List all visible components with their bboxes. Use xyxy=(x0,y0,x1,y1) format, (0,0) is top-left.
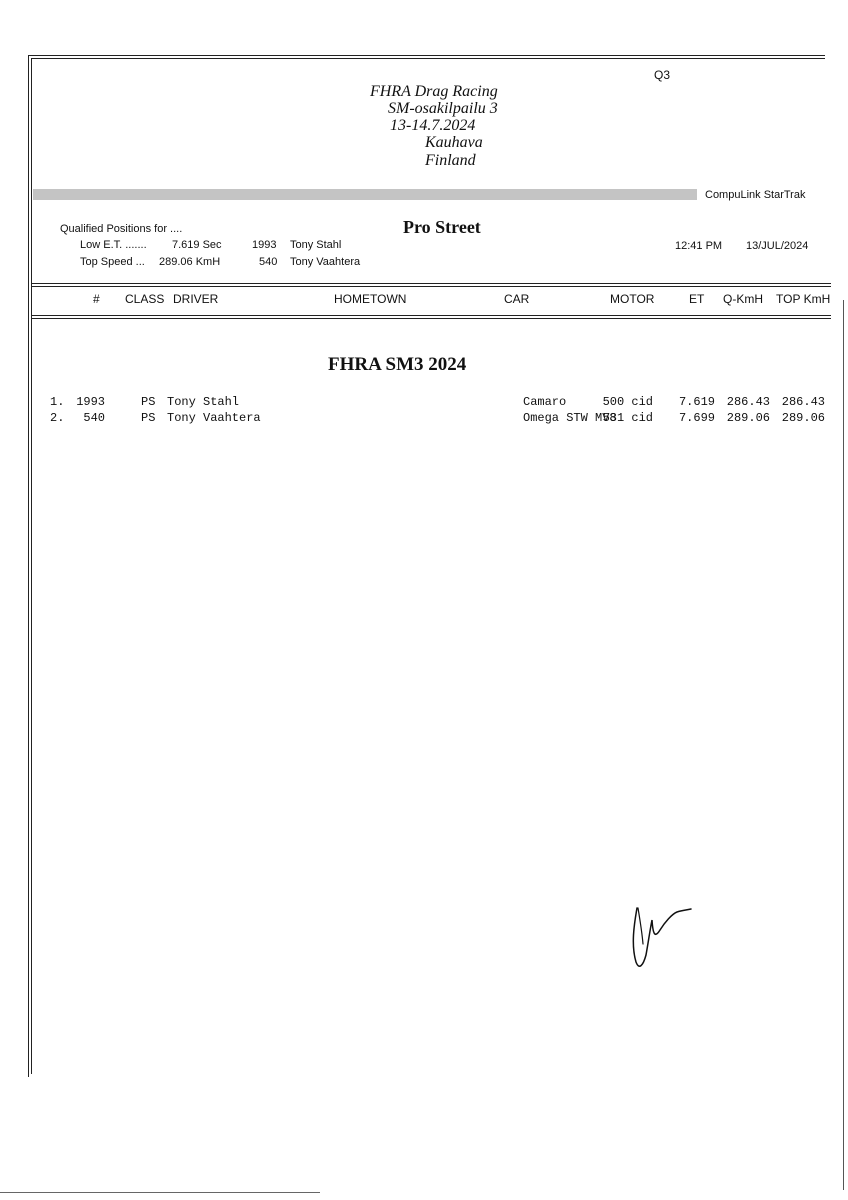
row-et: 7.699 xyxy=(678,411,715,425)
col-header-et: ET xyxy=(689,292,705,306)
top-border xyxy=(28,55,825,56)
top-speed-number: 540 xyxy=(259,256,278,268)
section-title: FHRA SM3 2024 xyxy=(328,354,467,375)
col-header-hometown: HOMETOWN xyxy=(334,292,407,306)
top-border-inner xyxy=(31,58,825,59)
dotted-band xyxy=(33,189,697,200)
col-header-driver: DRIVER xyxy=(173,292,219,306)
left-border xyxy=(28,55,29,1077)
low-et-driver: Tony Stahl xyxy=(290,239,342,251)
col-header-car: CAR xyxy=(504,292,530,306)
header-rule-bottom xyxy=(31,315,831,316)
header-rule-top-2 xyxy=(31,286,831,287)
event-title-line-1: FHRA Drag Racing xyxy=(370,83,498,100)
row-class: PS xyxy=(141,395,156,409)
event-city: Kauhava xyxy=(425,134,483,151)
col-header-top: TOP KmH xyxy=(776,292,831,306)
row-car: Omega STW MV8 xyxy=(523,411,617,425)
row-number: 1993 xyxy=(76,395,105,409)
low-et-value: 7.619 Sec xyxy=(172,239,222,251)
row-top-kmh: 289.06 xyxy=(781,411,825,425)
low-et-number: 1993 xyxy=(252,239,277,251)
row-class: PS xyxy=(141,411,156,425)
header-rule-bottom-2 xyxy=(31,318,831,319)
table-row xyxy=(0,395,848,410)
row-car: Camaro xyxy=(523,395,567,409)
row-qkmh: 286.43 xyxy=(726,395,770,409)
report-time: 12:41 PM xyxy=(675,240,723,252)
left-border-inner xyxy=(31,58,32,1074)
timing-system-label: CompuLink StarTrak xyxy=(705,189,806,201)
row-et: 7.619 xyxy=(678,395,715,409)
row-number: 540 xyxy=(83,411,105,425)
event-date: 13-14.7.2024 xyxy=(390,117,476,134)
row-position: 1. xyxy=(50,395,65,409)
row-position: 2. xyxy=(50,411,65,425)
top-speed-value: 289.06 KmH xyxy=(159,256,221,268)
bottom-edge xyxy=(0,1192,320,1193)
session-code: Q3 xyxy=(654,68,671,82)
table-row xyxy=(0,411,848,426)
top-speed-label: Top Speed ... xyxy=(80,256,145,268)
class-title: Pro Street xyxy=(403,217,481,237)
row-driver: Tony Stahl xyxy=(167,395,240,409)
qualified-label: Qualified Positions for .... xyxy=(60,223,183,235)
row-motor: 500 cid xyxy=(602,395,653,409)
top-speed-driver: Tony Vaahtera xyxy=(290,256,361,268)
signature xyxy=(625,900,705,975)
right-border xyxy=(843,300,844,1190)
col-header-num: # xyxy=(93,292,100,306)
row-motor: 531 cid xyxy=(602,411,653,425)
row-qkmh: 289.06 xyxy=(726,411,770,425)
col-header-class: CLASS xyxy=(125,292,165,306)
header-rule-top xyxy=(31,283,831,284)
col-header-qkmh: Q-KmH xyxy=(723,292,763,306)
event-title-line-2: SM-osakilpailu 3 xyxy=(388,100,498,117)
row-driver: Tony Vaahtera xyxy=(167,411,261,425)
event-country: Finland xyxy=(425,152,476,169)
low-et-label: Low E.T. ....... xyxy=(80,239,147,251)
report-date: 13/JUL/2024 xyxy=(746,240,809,252)
col-header-motor: MOTOR xyxy=(610,292,655,306)
row-top-kmh: 286.43 xyxy=(781,395,825,409)
